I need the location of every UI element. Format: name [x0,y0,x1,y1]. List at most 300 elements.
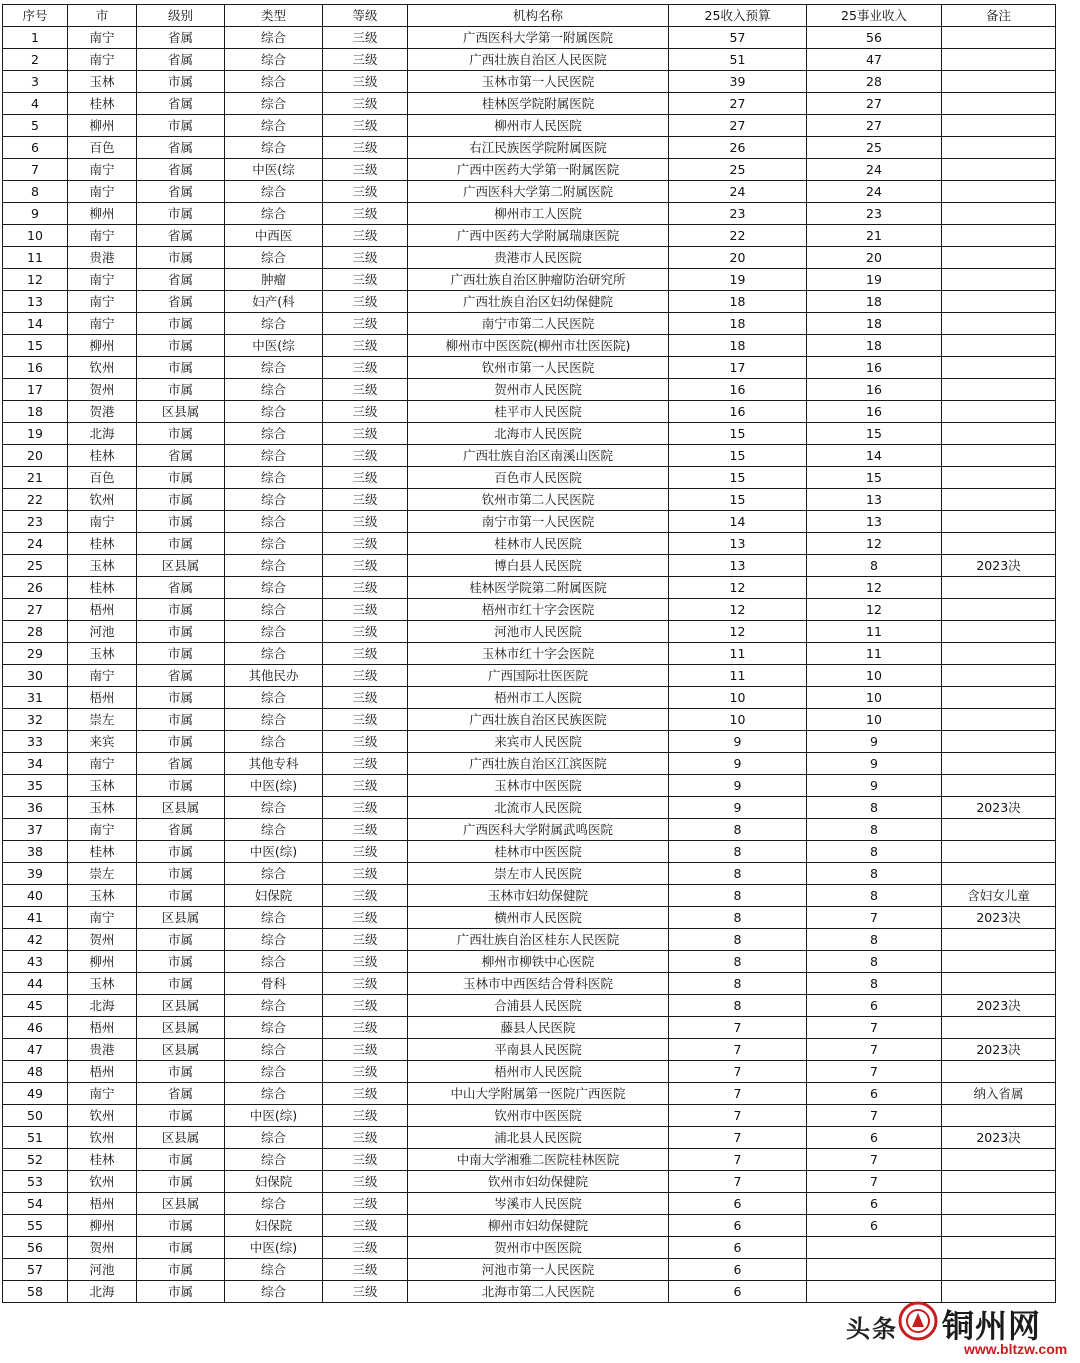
cell-grade: 三级 [323,1259,408,1281]
cell-grade: 三级 [323,71,408,93]
column-header-level: 级别 [137,5,225,27]
cell-city: 桂林 [68,841,137,863]
cell-level: 区县属 [137,907,225,929]
table-row [3,137,1056,159]
cell-type: 肿瘤 [225,269,323,291]
cell-budget-25: 27 [669,115,807,137]
cell-grade: 三级 [323,379,408,401]
table-row [3,159,1056,181]
cell-revenue-25: 8 [807,797,942,819]
cell-grade: 三级 [323,115,408,137]
cell-city: 贺州 [68,1237,137,1259]
cell-type: 中医(综) [225,1237,323,1259]
cell-revenue-25: 8 [807,555,942,577]
cell-city: 南宁 [68,159,137,181]
cell-remark [942,445,1056,467]
cell-type: 其他专科 [225,753,323,775]
cell-type: 综合 [225,643,323,665]
cell-grade: 三级 [323,1237,408,1259]
cell-city: 玉林 [68,885,137,907]
cell-revenue-25: 21 [807,225,942,247]
cell-level: 市属 [137,1259,225,1281]
cell-revenue-25: 7 [807,907,942,929]
cell-revenue-25 [807,1259,942,1281]
cell-level: 省属 [137,1083,225,1105]
cell-type: 综合 [225,951,323,973]
cell-city: 玉林 [68,643,137,665]
cell-type: 综合 [225,511,323,533]
cell-type: 中西医 [225,225,323,247]
cell-revenue-25: 18 [807,291,942,313]
cell-revenue-25: 15 [807,423,942,445]
cell-remark [942,357,1056,379]
cell-revenue-25: 9 [807,775,942,797]
cell-grade: 三级 [323,1039,408,1061]
cell-remark [942,1061,1056,1083]
cell-type: 综合 [225,1149,323,1171]
cell-type: 综合 [225,1281,323,1303]
cell-level: 省属 [137,159,225,181]
cell-seq: 35 [3,775,68,797]
table-row [3,49,1056,71]
table-row [3,731,1056,753]
cell-level: 市属 [137,357,225,379]
cell-remark [942,577,1056,599]
table-row [3,577,1056,599]
column-header-grade: 等级 [323,5,408,27]
cell-budget-25: 8 [669,929,807,951]
table-row [3,247,1056,269]
cell-city: 南宁 [68,907,137,929]
cell-budget-25: 9 [669,797,807,819]
cell-grade: 三级 [323,357,408,379]
cell-institution: 广西国际壮医医院 [408,665,669,687]
cell-level: 区县属 [137,797,225,819]
cell-institution: 右江民族医学院附属医院 [408,137,669,159]
cell-type: 综合 [225,27,323,49]
cell-institution: 广西中医药大学第一附属医院 [408,159,669,181]
cell-grade: 三级 [323,753,408,775]
cell-type: 综合 [225,445,323,467]
table-row [3,1017,1056,1039]
cell-city: 南宁 [68,49,137,71]
cell-budget-25: 11 [669,643,807,665]
cell-remark [942,379,1056,401]
cell-institution: 柳州市工人医院 [408,203,669,225]
cell-grade: 三级 [323,489,408,511]
cell-institution: 贺州市人民医院 [408,379,669,401]
table-row [3,357,1056,379]
cell-grade: 三级 [323,687,408,709]
cell-institution: 河池市第一人民医院 [408,1259,669,1281]
cell-revenue-25: 7 [807,1039,942,1061]
cell-type: 妇产(科 [225,291,323,313]
cell-budget-25: 16 [669,379,807,401]
cell-seq: 57 [3,1259,68,1281]
cell-seq: 14 [3,313,68,335]
cell-level: 市属 [137,1149,225,1171]
cell-type: 综合 [225,357,323,379]
cell-remark [942,313,1056,335]
cell-seq: 33 [3,731,68,753]
cell-institution: 百色市人民医院 [408,467,669,489]
table-row [3,775,1056,797]
cell-revenue-25: 10 [807,687,942,709]
cell-type: 综合 [225,1259,323,1281]
cell-remark: 含妇女儿童 [942,885,1056,907]
cell-seq: 43 [3,951,68,973]
cell-budget-25: 26 [669,137,807,159]
cell-budget-25: 17 [669,357,807,379]
cell-budget-25: 8 [669,973,807,995]
cell-revenue-25: 16 [807,401,942,423]
watermark-site-name: 铜州网 [942,1307,1042,1345]
cell-city: 桂林 [68,577,137,599]
cell-budget-25: 7 [669,1105,807,1127]
cell-type: 综合 [225,313,323,335]
cell-remark [942,533,1056,555]
cell-revenue-25: 14 [807,445,942,467]
table-body [3,27,1056,1303]
cell-city: 南宁 [68,27,137,49]
cell-remark [942,643,1056,665]
column-header-institution: 机构名称 [408,5,669,27]
cell-revenue-25: 13 [807,511,942,533]
cell-budget-25: 6 [669,1193,807,1215]
cell-remark [942,137,1056,159]
cell-grade: 三级 [323,1149,408,1171]
table-row [3,621,1056,643]
table-row [3,93,1056,115]
table-row [3,753,1056,775]
cell-institution: 柳州市妇幼保健院 [408,1215,669,1237]
cell-level: 省属 [137,291,225,313]
cell-level: 省属 [137,445,225,467]
cell-seq: 58 [3,1281,68,1303]
cell-institution: 玉林市妇幼保健院 [408,885,669,907]
cell-budget-25: 12 [669,577,807,599]
cell-city: 钦州 [68,1171,137,1193]
cell-seq: 20 [3,445,68,467]
cell-level: 市属 [137,709,225,731]
cell-level: 市属 [137,863,225,885]
cell-type: 综合 [225,1061,323,1083]
cell-institution: 北流市人民医院 [408,797,669,819]
cell-city: 南宁 [68,225,137,247]
cell-remark [942,225,1056,247]
cell-remark [942,489,1056,511]
cell-seq: 28 [3,621,68,643]
cell-institution: 桂林市人民医院 [408,533,669,555]
cell-institution: 合浦县人民医院 [408,995,669,1017]
cell-seq: 40 [3,885,68,907]
cell-institution: 广西中医药大学附属瑞康医院 [408,225,669,247]
cell-budget-25: 10 [669,687,807,709]
cell-revenue-25: 11 [807,621,942,643]
cell-city: 钦州 [68,357,137,379]
cell-seq: 7 [3,159,68,181]
cell-seq: 16 [3,357,68,379]
column-header-remark: 备注 [942,5,1056,27]
cell-type: 综合 [225,797,323,819]
cell-budget-25: 57 [669,27,807,49]
cell-city: 南宁 [68,181,137,203]
cell-institution: 横州市人民医院 [408,907,669,929]
cell-grade: 三级 [323,555,408,577]
cell-institution: 广西医科大学附属武鸣医院 [408,819,669,841]
cell-level: 市属 [137,775,225,797]
cell-grade: 三级 [323,709,408,731]
cell-level: 市属 [137,423,225,445]
cell-remark: 2023决 [942,555,1056,577]
cell-level: 省属 [137,181,225,203]
cell-grade: 三级 [323,599,408,621]
cell-remark [942,1215,1056,1237]
cell-city: 北海 [68,995,137,1017]
table-row [3,1237,1056,1259]
cell-institution: 钦州市中医医院 [408,1105,669,1127]
cell-institution: 玉林市红十字会医院 [408,643,669,665]
cell-type: 综合 [225,621,323,643]
cell-seq: 6 [3,137,68,159]
cell-grade: 三级 [323,731,408,753]
cell-seq: 29 [3,643,68,665]
cell-revenue-25: 15 [807,467,942,489]
table-row [3,555,1056,577]
cell-seq: 49 [3,1083,68,1105]
cell-revenue-25: 6 [807,1193,942,1215]
cell-revenue-25: 8 [807,951,942,973]
cell-seq: 3 [3,71,68,93]
cell-seq: 52 [3,1149,68,1171]
column-header-city: 市 [68,5,137,27]
cell-budget-25: 8 [669,995,807,1017]
cell-type: 综合 [225,599,323,621]
cell-type: 综合 [225,423,323,445]
cell-budget-25: 8 [669,885,807,907]
cell-revenue-25: 6 [807,1127,942,1149]
cell-grade: 三级 [323,1127,408,1149]
cell-level: 市属 [137,489,225,511]
cell-level: 省属 [137,49,225,71]
cell-level: 省属 [137,753,225,775]
cell-city: 桂林 [68,445,137,467]
cell-budget-25: 19 [669,269,807,291]
cell-grade: 三级 [323,1017,408,1039]
cell-remark [942,49,1056,71]
cell-budget-25: 8 [669,863,807,885]
cell-city: 南宁 [68,313,137,335]
cell-institution: 中南大学湘雅二医院桂林医院 [408,1149,669,1171]
cell-city: 钦州 [68,489,137,511]
cell-type: 综合 [225,137,323,159]
cell-institution: 钦州市第二人民医院 [408,489,669,511]
cell-revenue-25: 10 [807,709,942,731]
table-row [3,489,1056,511]
cell-remark [942,1237,1056,1259]
cell-seq: 8 [3,181,68,203]
table-row [3,1193,1056,1215]
cell-budget-25: 27 [669,93,807,115]
cell-type: 中医(综) [225,775,323,797]
cell-budget-25: 9 [669,753,807,775]
cell-institution: 南宁市第一人民医院 [408,511,669,533]
cell-city: 崇左 [68,863,137,885]
cell-seq: 10 [3,225,68,247]
cell-remark [942,775,1056,797]
cell-grade: 三级 [323,885,408,907]
cell-type: 综合 [225,93,323,115]
cell-city: 河池 [68,621,137,643]
cell-remark [942,511,1056,533]
cell-grade: 三级 [323,643,408,665]
cell-remark [942,423,1056,445]
cell-level: 市属 [137,841,225,863]
cell-level: 区县属 [137,1127,225,1149]
cell-institution: 北海市人民医院 [408,423,669,445]
table-row [3,819,1056,841]
cell-budget-25: 15 [669,489,807,511]
table-row [3,401,1056,423]
cell-institution: 玉林市中医医院 [408,775,669,797]
table-row [3,445,1056,467]
cell-level: 市属 [137,335,225,357]
cell-grade: 三级 [323,93,408,115]
cell-institution: 广西壮族自治区人民医院 [408,49,669,71]
cell-budget-25: 22 [669,225,807,247]
cell-city: 柳州 [68,115,137,137]
cell-level: 市属 [137,885,225,907]
cell-revenue-25: 28 [807,71,942,93]
seal-logo-icon [898,1301,938,1341]
cell-grade: 三级 [323,797,408,819]
cell-city: 玉林 [68,797,137,819]
cell-city: 南宁 [68,291,137,313]
cell-budget-25: 8 [669,907,807,929]
cell-grade: 三级 [323,621,408,643]
table-row [3,907,1056,929]
watermark-toutiao-text: 头条 [846,1315,898,1343]
cell-city: 贺州 [68,929,137,951]
cell-level: 省属 [137,665,225,687]
table-row [3,643,1056,665]
cell-grade: 三级 [323,401,408,423]
cell-revenue-25: 6 [807,1083,942,1105]
cell-seq: 21 [3,467,68,489]
cell-city: 南宁 [68,665,137,687]
cell-level: 市属 [137,203,225,225]
cell-level: 市属 [137,687,225,709]
cell-level: 市属 [137,533,225,555]
cell-remark [942,753,1056,775]
cell-institution: 崇左市人民医院 [408,863,669,885]
cell-city: 百色 [68,137,137,159]
cell-institution: 岑溪市人民医院 [408,1193,669,1215]
cell-institution: 广西壮族自治区肿瘤防治研究所 [408,269,669,291]
cell-type: 综合 [225,1039,323,1061]
cell-grade: 三级 [323,181,408,203]
cell-grade: 三级 [323,269,408,291]
cell-institution: 柳州市中医医院(柳州市壮医医院) [408,335,669,357]
cell-remark [942,71,1056,93]
cell-remark [942,863,1056,885]
cell-revenue-25: 8 [807,929,942,951]
cell-grade: 三级 [323,665,408,687]
cell-grade: 三级 [323,819,408,841]
cell-revenue-25: 18 [807,313,942,335]
cell-grade: 三级 [323,841,408,863]
cell-revenue-25: 8 [807,863,942,885]
cell-revenue-25: 8 [807,819,942,841]
cell-level: 市属 [137,379,225,401]
table-row [3,709,1056,731]
cell-level: 市属 [137,1237,225,1259]
cell-seq: 32 [3,709,68,731]
cell-level: 省属 [137,137,225,159]
cell-city: 贺港 [68,401,137,423]
cell-budget-25: 18 [669,313,807,335]
cell-city: 北海 [68,423,137,445]
table-row [3,973,1056,995]
cell-grade: 三级 [323,1083,408,1105]
cell-type: 综合 [225,995,323,1017]
cell-seq: 55 [3,1215,68,1237]
cell-institution: 广西壮族自治区民族医院 [408,709,669,731]
cell-seq: 22 [3,489,68,511]
cell-level: 市属 [137,1061,225,1083]
cell-type: 骨科 [225,973,323,995]
header-row [3,5,1056,27]
cell-remark: 纳入省属 [942,1083,1056,1105]
cell-institution: 柳州市人民医院 [408,115,669,137]
cell-institution: 梧州市工人医院 [408,687,669,709]
cell-budget-25: 10 [669,709,807,731]
cell-revenue-25: 24 [807,181,942,203]
cell-revenue-25: 16 [807,379,942,401]
cell-remark: 2023决 [942,995,1056,1017]
cell-revenue-25: 11 [807,643,942,665]
cell-budget-25: 7 [669,1039,807,1061]
table-row [3,335,1056,357]
cell-institution: 钦州市第一人民医院 [408,357,669,379]
cell-remark [942,973,1056,995]
cell-budget-25: 20 [669,247,807,269]
cell-type: 中医(综 [225,335,323,357]
cell-city: 来宾 [68,731,137,753]
cell-level: 市属 [137,599,225,621]
cell-grade: 三级 [323,577,408,599]
cell-grade: 三级 [323,775,408,797]
cell-type: 综合 [225,577,323,599]
table-row [3,181,1056,203]
cell-seq: 42 [3,929,68,951]
cell-budget-25: 13 [669,533,807,555]
cell-institution: 北海市第二人民医院 [408,1281,669,1303]
cell-grade: 三级 [323,1281,408,1303]
cell-grade: 三级 [323,423,408,445]
cell-remark [942,247,1056,269]
cell-remark [942,1149,1056,1171]
cell-revenue-25: 7 [807,1149,942,1171]
cell-revenue-25: 23 [807,203,942,225]
cell-institution: 河池市人民医院 [408,621,669,643]
cell-budget-25: 13 [669,555,807,577]
cell-level: 市属 [137,247,225,269]
cell-type: 综合 [225,489,323,511]
cell-revenue-25: 27 [807,93,942,115]
cell-seq: 44 [3,973,68,995]
cell-grade: 三级 [323,533,408,555]
